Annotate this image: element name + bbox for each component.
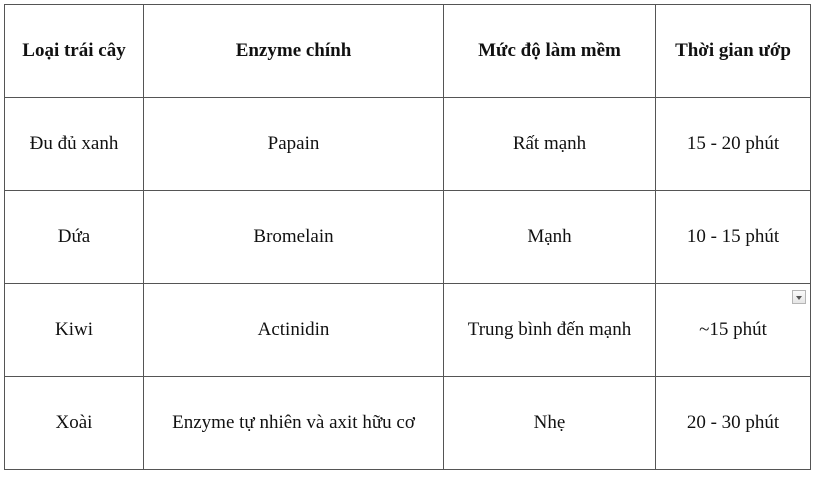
cell-time[interactable]: 20 - 30 phút [656,377,811,470]
cell-time-text: ~15 phút [699,318,767,340]
cell-enzyme[interactable]: Actinidin [144,284,444,377]
cell-softening[interactable]: Nhẹ [444,377,656,470]
header-row [5,5,811,98]
cell-enzyme[interactable]: Papain [144,98,444,191]
header-main-enzyme: Enzyme chính [144,5,444,98]
cell-time-with-dropdown[interactable] [656,284,811,377]
table-container [4,4,811,470]
header-marinate-time: Thời gian ướp [656,5,811,98]
table-row [5,191,811,284]
table-header [5,5,811,98]
chevron-down-icon[interactable] [792,290,806,304]
table-row [5,284,811,377]
cell-softening[interactable]: Rất mạnh [444,98,656,191]
cell-fruit[interactable]: Xoài [5,377,144,470]
table-body [5,98,811,470]
fruit-enzyme-table [4,4,811,470]
cell-enzyme[interactable]: Bromelain [144,191,444,284]
cell-fruit[interactable]: Đu đủ xanh [5,98,144,191]
cell-softening[interactable]: Trung bình đến mạnh [444,284,656,377]
cell-softening[interactable]: Mạnh [444,191,656,284]
cell-fruit[interactable]: Dứa [5,191,144,284]
cell-time[interactable]: 10 - 15 phút [656,191,811,284]
cell-enzyme[interactable]: Enzyme tự nhiên và axit hữu cơ [144,377,444,470]
table-row [5,377,811,470]
header-softening-level: Mức độ làm mềm [444,5,656,98]
header-fruit-type: Loại trái cây [5,5,144,98]
cell-time[interactable]: 15 - 20 phút [656,98,811,191]
table-row [5,98,811,191]
cell-fruit[interactable]: Kiwi [5,284,144,377]
